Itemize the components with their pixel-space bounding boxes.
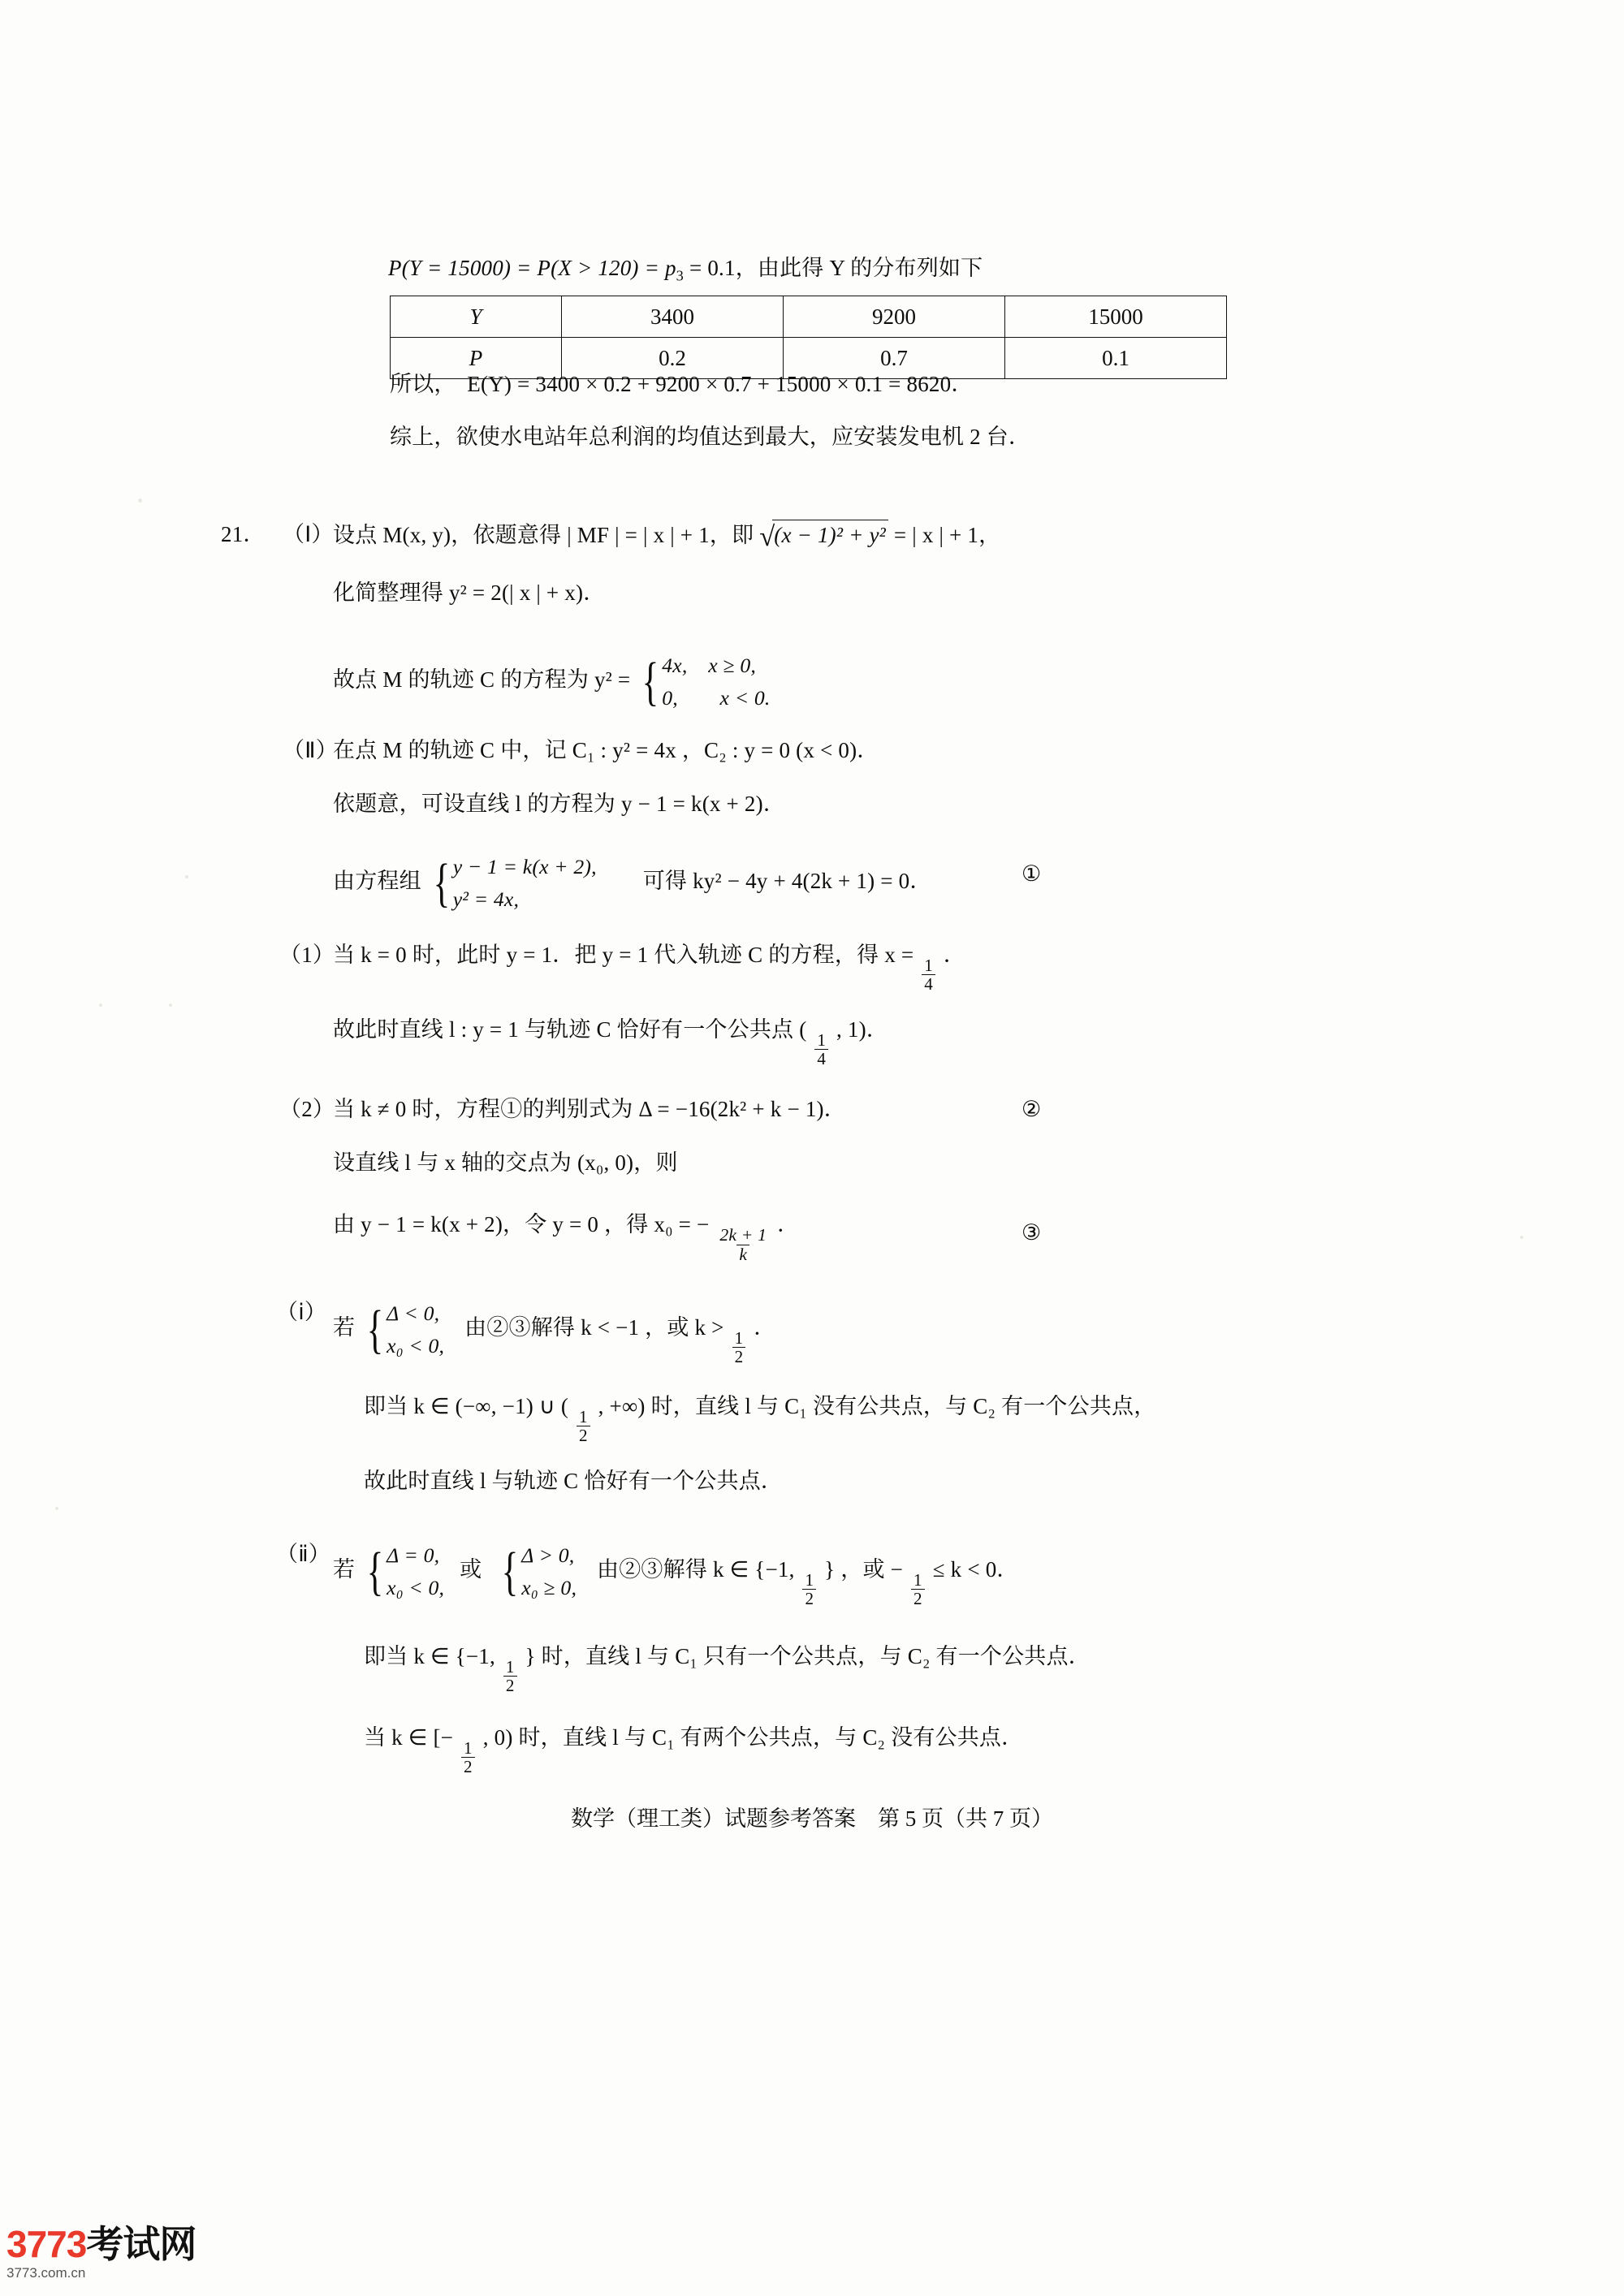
case2-line-3 xyxy=(333,1210,799,1264)
sub-i-interval-text-b: , +∞) 时，直线 l 与 C₁ 没有公共点，与 C₂ 有一个公共点， xyxy=(598,1394,1156,1418)
fraction-one-quarter xyxy=(814,1031,828,1068)
equation-tag-1: ① xyxy=(1021,861,1042,886)
part1-line-1 xyxy=(333,520,1000,550)
sub-i-if-text: 若 xyxy=(333,1314,356,1340)
expected-value-formula-suffix: = 0.1，由此得 Y 的分布列如下 xyxy=(684,256,983,280)
condition-x0-neg: x₀ < 0, xyxy=(387,1575,445,1599)
part1-line-2: 化简整理得 y² = 2(| x | + x)． xyxy=(333,580,606,605)
y-value-2: 9200 xyxy=(784,296,1005,338)
case2-line-2: 设直线 l 与 x 轴的交点为 (x₀, 0)，则 xyxy=(333,1150,678,1175)
scan-speckle xyxy=(55,1507,58,1510)
sub-i-line-2 xyxy=(364,1392,1155,1444)
scan-speckle xyxy=(99,1003,102,1007)
fraction-denominator: 2 xyxy=(911,1589,925,1608)
trajectory-equation-text: 故点 M 的轨迹 C 的方程为 y² = xyxy=(333,667,631,692)
case2-line3-period: ． xyxy=(777,1212,800,1236)
case1-line-2 xyxy=(333,1015,888,1068)
case2-line-1: 当 k ≠ 0 时，方程①的判别式为 Δ = −16(2k² + k − 1)． xyxy=(333,1097,846,1121)
fraction-numerator: 1 xyxy=(505,1656,515,1677)
fraction-numerator: 1 xyxy=(578,1406,588,1426)
case1-line1-period: ． xyxy=(943,943,966,967)
equation-tag-2: ② xyxy=(1021,1097,1042,1121)
p-value-1: 0.2 xyxy=(562,338,784,379)
sqrt-expression xyxy=(759,520,888,550)
sub-ii-line-2 xyxy=(364,1642,1091,1694)
fraction-numerator: 1 xyxy=(817,1029,827,1050)
watermark-url: 3773.com.cn xyxy=(6,2265,86,2281)
part1-line1-text-b: = | x | + 1， xyxy=(893,523,1001,547)
sub-i-line-3: 故此时直线 l 与轨迹 C 恰好有一个公共点． xyxy=(364,1469,784,1493)
fraction-one-half xyxy=(503,1658,517,1694)
expected-value-formula-prefix: P(Y = 15000) = P(X > 120) = p xyxy=(388,256,676,280)
left-brace: { xyxy=(641,651,659,711)
part1-line1-text-a: 设点 M(x, y)，依题意得 | MF | = | x | + 1，即 xyxy=(333,523,754,547)
sub-i-interval-text-a: 即当 k ∈ (−∞, −1) ∪ ( xyxy=(364,1394,569,1418)
y-value-1: 3400 xyxy=(562,296,784,338)
condition-x0-nonneg: x₀ ≥ 0, xyxy=(521,1575,577,1599)
system-equation-2: y² = 4x, xyxy=(452,887,520,911)
fraction-denominator: 2 xyxy=(461,1757,475,1776)
distribution-table xyxy=(390,296,1227,379)
sub-ii-line-3 xyxy=(364,1723,1023,1776)
condition-delta-eq: Δ = 0, xyxy=(387,1543,440,1567)
fraction-denominator: 2 xyxy=(802,1589,816,1608)
left-brace: { xyxy=(366,1299,384,1359)
sub-ii-condition-system-b xyxy=(497,1539,577,1604)
sub-case-i-label: （ⅰ） xyxy=(276,1300,327,1324)
sub-ii-solution-text-b: } ，或 − xyxy=(824,1556,904,1582)
left-brace: { xyxy=(433,852,451,913)
part-1-label: （Ⅰ） xyxy=(283,522,334,546)
row-label-P: P xyxy=(391,338,562,379)
sqrt-radicand: (x − 1)² + y² xyxy=(772,520,888,550)
scan-speckle xyxy=(1520,1236,1523,1239)
piecewise-case-2: 0, x < 0. xyxy=(662,685,771,710)
p-value-3: 0.1 xyxy=(1005,338,1227,379)
equation-system xyxy=(429,851,597,916)
fraction-numerator: 1 xyxy=(734,1327,744,1348)
site-watermark xyxy=(6,2215,196,2281)
fraction-numerator: 1 xyxy=(464,1737,473,1758)
fraction-denominator: 2 xyxy=(503,1676,517,1694)
expected-value-intro-line xyxy=(388,253,983,286)
left-brace: { xyxy=(501,1541,519,1601)
fraction-denominator: 4 xyxy=(814,1049,828,1068)
case2-line3-text: 由 y − 1 = k(x + 2)，令 y = 0 ，得 x₀ = − xyxy=(333,1212,710,1236)
fraction-numerator: 1 xyxy=(914,1569,922,1590)
sub-i-condition-system xyxy=(362,1297,444,1362)
case1-line2-text: 故此时直线 l : y = 1 与轨迹 C 恰好有一个公共点 ( xyxy=(333,1017,807,1042)
table-row xyxy=(391,296,1227,338)
page-footer: 数学（理工类）试题参考答案 第 5 页（共 7 页） xyxy=(571,1806,1053,1831)
condition-x0: x₀ < 0, xyxy=(387,1333,445,1357)
sub-ii-final-a: 当 k ∈ [− xyxy=(364,1725,454,1750)
sub-ii-conclusion-a: 即当 k ∈ {−1, xyxy=(364,1644,495,1668)
sub-i-line-1 xyxy=(333,1297,775,1366)
fraction-one-half xyxy=(911,1571,925,1608)
y-value-3: 15000 xyxy=(1005,296,1227,338)
case-2-label: （2） xyxy=(279,1097,335,1121)
fraction-denominator: 4 xyxy=(922,974,935,993)
part1-line-3 xyxy=(333,650,772,714)
sub-ii-line-1 xyxy=(333,1539,1019,1608)
fraction-numerator: 1 xyxy=(924,955,933,975)
equation-tag-3: ③ xyxy=(1021,1220,1042,1245)
part-2-label: （Ⅱ） xyxy=(283,738,338,762)
case1-line1-text: 当 k = 0 时，此时 y = 1．把 y = 1 代入轨迹 C 的方程，得 x = xyxy=(333,943,914,967)
case1-line-1 xyxy=(333,940,965,993)
part2-line-3 xyxy=(333,851,932,916)
fraction-one-half xyxy=(461,1739,475,1776)
sub-i-solution-text: 由②③解得 k < −1 ，或 k > xyxy=(464,1314,724,1340)
case-1-label: （1） xyxy=(279,943,335,967)
derived-equation: 可得 ky² − 4y + 4(2k + 1) = 0． xyxy=(642,868,932,893)
piecewise-case-1: 4x, x ≥ 0, xyxy=(662,654,757,677)
expected-value-computation: 所以， E(Y) = 3400 × 0.2 + 9200 × 0.7 + 15000 × 0.1 = 8620． xyxy=(390,372,974,396)
case1-line2-tail: , 1)． xyxy=(836,1017,889,1042)
system-equation-1: y − 1 = k(x + 2), xyxy=(452,855,597,878)
row-label-Y: Y xyxy=(391,296,562,338)
piecewise-system xyxy=(637,650,770,714)
p3-subscript: 3 xyxy=(676,267,685,284)
watermark-text: 考试网 xyxy=(86,2223,197,2265)
fraction-x0 xyxy=(717,1226,769,1263)
fraction-numerator: 2k + 1 xyxy=(719,1225,767,1245)
sub-ii-condition-system-a xyxy=(362,1539,444,1604)
fraction-one-half xyxy=(577,1408,590,1444)
condition-delta-pos: Δ > 0, xyxy=(521,1543,575,1567)
sub-case-ii-label: （ⅱ） xyxy=(276,1542,330,1566)
sub-ii-or-text: 或 xyxy=(460,1556,482,1582)
fraction-one-quarter xyxy=(922,956,935,993)
scan-speckle xyxy=(138,498,142,503)
watermark-number: 3773 xyxy=(6,2223,87,2265)
scan-speckle xyxy=(169,1003,172,1007)
fraction-one-half xyxy=(802,1571,816,1608)
part2-line-1: 在点 M 的轨迹 C 中，记 C₁ : y² = 4x ，C₂ : y = 0 (x < 0)． xyxy=(333,738,879,762)
part2-line-2: 依题意，可设直线 l 的方程为 y − 1 = k(x + 2)． xyxy=(333,792,786,816)
scan-speckle xyxy=(185,875,188,878)
left-brace: { xyxy=(366,1541,384,1601)
sub-ii-solution-text-c: ≤ k < 0． xyxy=(932,1556,1019,1582)
sub-ii-if-text: 若 xyxy=(333,1556,356,1582)
problem-21-number: 21． xyxy=(221,522,266,546)
sub-i-period: ． xyxy=(754,1314,776,1340)
condition-delta: Δ < 0, xyxy=(387,1301,440,1325)
fraction-denominator: 2 xyxy=(577,1426,590,1444)
sub-ii-final-b: , 0) 时，直线 l 与 C₁ 有两个公共点，与 C₂ 没有公共点． xyxy=(482,1725,1024,1750)
fraction-one-half xyxy=(732,1329,746,1366)
fraction-denominator: k xyxy=(736,1245,749,1264)
fraction-denominator: 2 xyxy=(732,1347,746,1366)
p-value-2: 0.7 xyxy=(784,338,1005,379)
watermark-logo xyxy=(6,2215,196,2268)
conclusion-line: 综上，欲使水电站年总利润的均值达到最大，应安装发电机 2 台． xyxy=(390,425,1031,449)
system-intro-text: 由方程组 xyxy=(333,868,421,893)
sub-ii-conclusion-b: } 时，直线 l 与 C₁ 只有一个公共点，与 C₂ 有一个公共点． xyxy=(525,1644,1091,1668)
sub-ii-solution-text-a: 由②③解得 k ∈ {−1, xyxy=(597,1556,795,1582)
fraction-numerator: 1 xyxy=(805,1569,814,1590)
